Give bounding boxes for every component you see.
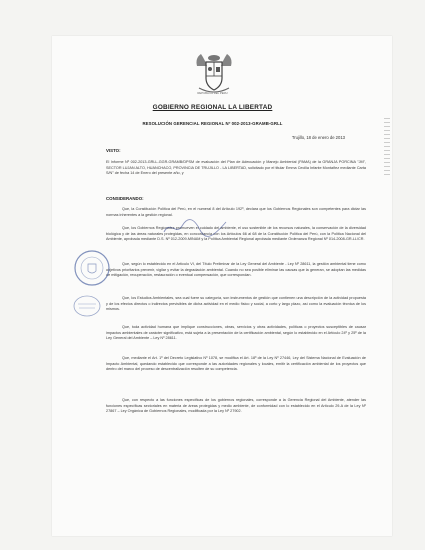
paragraph-text: Que, mediante el Art. 1º del Decreto Legislativo Nº 1078, se modifica el Art. 18º de la Ley Nº 27446, Ley del Sistema Nacional de Evaluación de Impacto Ambiental, quedando establecido que corresponde a las autoridades regionales y locales, emitir la certificación ambiental de los proyectos que dentro del marco del proceso de descentralización resulten de su competencia.	[106, 356, 366, 372]
crest-caption: REPUBLICA DEL PERU	[197, 91, 228, 95]
paragraph-text: Que, los Estudios Ambientales, sea cual fuere su categoría, son instrumentos de gestión que contienen una descripción de la actividad propuesta y de los efectos directos o indirectos previsibles de dicha actividad en el medio físico y social, a corto y largo plazo, así como la evaluación técnica de los mismos.	[106, 296, 366, 312]
government-title: GOBIERNO REGIONAL LA LIBERTAD	[152, 104, 273, 111]
visto-label: VISTO:	[106, 148, 121, 153]
paragraph-2	[106, 226, 366, 243]
signature-icon	[160, 214, 230, 240]
considerando-label: CONSIDERANDO:	[106, 196, 144, 201]
paragraph-text: Que, la Constitución Política del Perú, en el numeral 8 del Artículo 192º, declara que los Gobiernos Regionales son competentes para dictar las normas inherentes a la gestión regional.	[106, 207, 366, 217]
document-date: Trujillo, 18 de enero de 2013	[291, 135, 345, 140]
visto-paragraph	[106, 160, 366, 177]
note-stamp-icon	[72, 294, 102, 318]
paragraph-1	[106, 207, 366, 218]
paragraph-3	[106, 262, 366, 279]
official-stamp-icon	[72, 248, 112, 288]
paragraph-7	[106, 398, 366, 415]
visto-text: El Informe Nº 002-2013-GRLL-GGR-GRAMB/DPSM de evaluación del Plan de Adecuación y Manejo Ambiental (PAMA) de la GRANJA PORCINA "JM", SECTOR LUJAN ALTO, HUANCHACO, PROVINCIA DE TRUJILLO - LA LIBERTAD, solicitado por el titular Emma Cecilia Infante Montañez mediante Carta S/N° de fecha 14 de Enero del presente año, y	[106, 160, 366, 176]
paragraph-text: Que, con respecto a las funciones específicas de los gobiernos regionales, corresponde a la Gerencia Regional del Ambiente, atender las funciones específicas sectoriales en materia de áreas protegidas y medio ambiente, de conformidad con lo establecido en el Artículo 29-A de la Ley Nº 27867 – Ley Orgánica de Gobiernos Regionales, modificada por la Ley Nº 27902.	[106, 398, 366, 414]
paragraph-6	[106, 356, 366, 373]
paragraph-text: Que, según lo establecido en el Artículo VI, del Título Preliminar de la Ley General del Ambiente - Ley Nº 28611, la gestión ambiental tiene como objetivos prioritarios prevenir, vigilar y evitar la degradación ambiental. Cuando no sea posible eliminar las causas que la generan, se adoptan las medidas de mitigación, recuperación, restauración o eventual compensación, que correspondan.	[106, 262, 366, 278]
paragraph-4	[106, 296, 366, 313]
paragraph-text: Que, los Gobiernos Regionales promueven el cuidado del ambiente, el uso sostenible de los recursos naturales, la conservación de la diversidad biológica y de las áreas naturales protegidas, en concordancia con los Artículos 66 al 68 de la Constitución Política del Perú, con la Política Nacional del Ambiente, aprobada mediante D.S. Nº 012-2009-MINAM y la Política Ambiental Regional aprobada mediante Ordenanza Regional Nº 014-2008-GR-LL/CR.	[106, 226, 366, 242]
paragraph-text: Que, toda actividad humana que implique construcciones, obras, servicios y otras actividades, políticas o proyectos susceptibles de causar impactos ambientales de carácter significativo, está sujeta a la presentación de la certificación ambiental, según lo establecido en el Artículo 24º y 25º de la Ley General del Ambiente – Ley Nº 28611.	[106, 325, 366, 341]
resolution-title: RESOLUCIÓN GERENCIAL REGIONAL Nº 002-2013-GRAMB-GRLL	[142, 121, 283, 126]
coat-of-arms-icon	[193, 50, 235, 94]
paragraph-5	[106, 325, 366, 342]
margin-mark	[384, 118, 390, 178]
